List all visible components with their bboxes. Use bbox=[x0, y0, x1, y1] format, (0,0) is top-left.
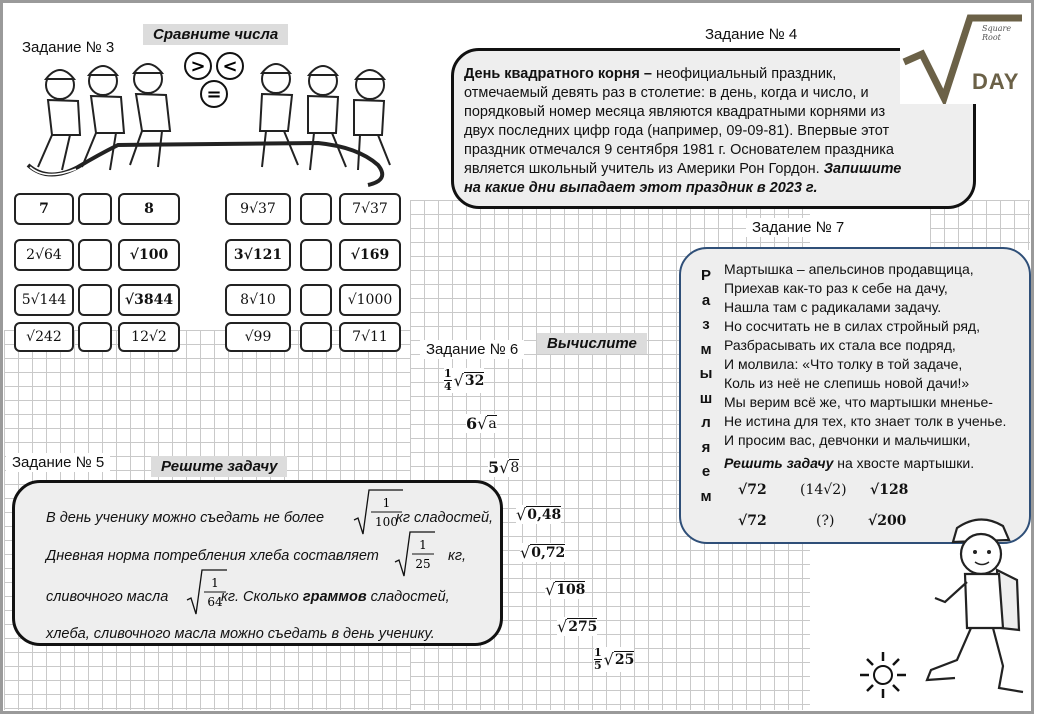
task5-line3-pre: кг. Сколько bbox=[221, 589, 303, 605]
vertical-letter: л bbox=[701, 414, 711, 431]
radicand: 0,48 bbox=[527, 507, 562, 523]
task7-r2-b: (?) bbox=[816, 513, 835, 529]
number-box: 3√121 bbox=[225, 239, 291, 271]
task6-label: Задание № 6 bbox=[420, 340, 524, 359]
number-box: √100 bbox=[118, 239, 180, 271]
poem-line: Но сосчитать не в силах стройный ряд, bbox=[724, 318, 980, 334]
task6-expression bbox=[444, 368, 484, 393]
task6-expression bbox=[520, 543, 565, 562]
number-box: 5√144 bbox=[14, 284, 74, 316]
frac-num: 1 bbox=[211, 576, 219, 590]
task7-row-1 bbox=[738, 482, 938, 504]
poem-line: Нашла там с радикалами задачу. bbox=[724, 299, 942, 315]
vertical-letter: ы bbox=[699, 365, 713, 382]
task5-line3-bold: граммов bbox=[302, 589, 367, 605]
answer-box[interactable] bbox=[78, 284, 112, 316]
task5-label: Задание № 5 bbox=[6, 453, 110, 472]
task7-label: Задание № 7 bbox=[746, 218, 850, 237]
sun-icon bbox=[858, 650, 908, 700]
radicand: 8 bbox=[510, 460, 520, 476]
radical-sign: √ bbox=[477, 414, 488, 433]
radicand: a bbox=[488, 416, 497, 432]
number-box: √242 bbox=[14, 322, 74, 352]
number-box: √1000 bbox=[339, 284, 401, 316]
radical-icon bbox=[393, 530, 437, 580]
task5-line1-b: кг сладостей, bbox=[396, 510, 494, 526]
radical-sign: √ bbox=[545, 580, 556, 599]
square-root-day-logo bbox=[900, 14, 1025, 104]
coef: 6 bbox=[466, 414, 478, 433]
task6-expression bbox=[557, 617, 597, 636]
number-box: 7√37 bbox=[339, 193, 401, 225]
vertical-word bbox=[696, 267, 716, 512]
task5-line3-post: сладостей, bbox=[366, 589, 450, 605]
radicand: 25 bbox=[614, 652, 635, 668]
number-box: 7 bbox=[14, 193, 74, 225]
sign-equal: = bbox=[206, 84, 222, 105]
radical-sign: √ bbox=[516, 505, 527, 524]
number-box: 8√10 bbox=[225, 284, 291, 316]
answer-box[interactable] bbox=[78, 322, 112, 352]
poem-line: Разбрасывать их стала все подряд, bbox=[724, 337, 956, 353]
frac-den: 64 bbox=[207, 595, 223, 609]
answer-box[interactable] bbox=[78, 193, 112, 225]
poem-line: Мы верим всё же, что мартышки мненье- bbox=[724, 394, 993, 410]
poem-line: И просим вас, девчонки и мальчишки, bbox=[724, 432, 971, 448]
number-box: √169 bbox=[339, 239, 401, 271]
number-box: 12√2 bbox=[118, 322, 180, 352]
task7-r1-a: √72 bbox=[738, 482, 767, 498]
task7-last-bold: Решить задачу bbox=[724, 455, 834, 471]
task7-r2-c: √200 bbox=[868, 513, 907, 529]
task6-expression bbox=[488, 458, 519, 477]
coef-den: 4 bbox=[444, 380, 452, 393]
coef-num: 1 bbox=[594, 646, 602, 659]
task4-body: неофициальный праздник, отмечаемый девять раз в столетие: в день, когда и число, и порядковый номер месяца являются квадратными корнями из двух последних цифр года (например, 09-09-81). Впервые этот праздник отмечался 9 сентября 1981 г. Основателем праздника является школьный учитель из Америки Рон Гордон. bbox=[464, 66, 895, 177]
task4-question: Запишите на какие дни выпадает этот праздник в 2023 г. bbox=[464, 161, 902, 196]
answer-box[interactable] bbox=[300, 322, 332, 352]
radicand: 0,72 bbox=[531, 545, 566, 561]
task6-expression bbox=[545, 580, 585, 599]
radicand: 32 bbox=[464, 373, 485, 389]
task5-line4: хлеба, сливочного масла можно съедать в день ученику. bbox=[46, 626, 435, 642]
task5-line2-b: кг, bbox=[448, 548, 467, 564]
task6-expression bbox=[516, 505, 561, 524]
task4-bold-lead: День квадратного корня – bbox=[464, 66, 652, 82]
radicand: 108 bbox=[556, 582, 586, 598]
coef-fraction bbox=[444, 368, 452, 393]
poem-line: Не истина для тех, кто знает толк в ученье. bbox=[724, 413, 1007, 429]
coef: 5 bbox=[488, 458, 500, 477]
sign-greater: > bbox=[190, 56, 206, 77]
boy-illustration bbox=[905, 510, 1030, 700]
frac-den: 100 bbox=[375, 515, 398, 529]
vertical-letter: м bbox=[700, 340, 712, 358]
vertical-letter: е bbox=[701, 463, 711, 480]
answer-box[interactable] bbox=[300, 193, 332, 225]
task7-r1-b: (14√2) bbox=[800, 482, 847, 498]
task7-last-line bbox=[724, 454, 974, 473]
task6-header: Вычислите bbox=[537, 333, 647, 354]
radical-sign: √ bbox=[520, 543, 531, 562]
task5-frac-25 bbox=[393, 530, 437, 585]
task4-panel bbox=[451, 48, 976, 209]
vertical-letter: ш bbox=[699, 389, 713, 407]
number-box: 8 bbox=[118, 193, 180, 225]
number-box: 2√64 bbox=[14, 239, 74, 271]
tug-of-war-illustration bbox=[18, 55, 408, 190]
vertical-letter: з bbox=[702, 316, 710, 333]
task7-poem bbox=[724, 260, 1006, 450]
task5-line2-a: Дневная норма потребления хлеба составляет bbox=[46, 548, 379, 564]
task6-expression bbox=[594, 647, 634, 672]
coef-num: 1 bbox=[444, 367, 452, 380]
answer-box[interactable] bbox=[300, 284, 332, 316]
number-box: √3844 bbox=[118, 284, 180, 316]
poem-line: Приехав как-то раз к себе на дачу, bbox=[724, 280, 948, 296]
logo-small-text: Square Root bbox=[982, 24, 1012, 42]
poem-line: И молвила: «Что толку в той задаче, bbox=[724, 356, 963, 372]
poem-line: Мартышка – апельсинов продавщица, bbox=[724, 261, 974, 277]
radical-sign: √ bbox=[557, 617, 568, 636]
coef-fraction bbox=[594, 647, 602, 672]
number-box: 7√11 bbox=[339, 322, 401, 352]
task7-r2-a: √72 bbox=[738, 513, 767, 529]
frac-num: 1 bbox=[419, 538, 427, 552]
vertical-letter: я bbox=[701, 438, 711, 456]
task4-label: Задание № 4 bbox=[699, 25, 803, 44]
vertical-letter: м bbox=[700, 487, 712, 505]
task5-line1-a: В день ученику можно съедать не более bbox=[46, 510, 325, 526]
vertical-letter: Р bbox=[700, 267, 711, 284]
frac-num: 1 bbox=[382, 496, 391, 510]
task7-r1-c: √128 bbox=[870, 482, 909, 498]
radical-sign: √ bbox=[603, 650, 614, 669]
vertical-letter: а bbox=[701, 291, 711, 309]
frac-den: 25 bbox=[415, 557, 431, 571]
task5-line3-b bbox=[221, 589, 450, 605]
logo-big-text: DAY bbox=[972, 69, 1020, 94]
radical-sign: √ bbox=[499, 458, 510, 477]
task4-text bbox=[464, 65, 909, 198]
task6-expression bbox=[466, 414, 497, 433]
task7-last-rest: на хвосте мартышки. bbox=[833, 455, 975, 471]
sign-less: < bbox=[222, 56, 238, 77]
number-box: 9√37 bbox=[225, 193, 291, 225]
radicand: 275 bbox=[568, 619, 598, 635]
task3-header: Сравните числа bbox=[143, 24, 288, 45]
answer-box[interactable] bbox=[300, 239, 332, 271]
coef-den: 5 bbox=[594, 659, 602, 672]
task5-line3-a: сливочного масла bbox=[46, 589, 169, 605]
answer-box[interactable] bbox=[78, 239, 112, 271]
task3-label: Задание № 3 bbox=[16, 38, 120, 57]
number-box: √99 bbox=[225, 322, 291, 352]
radical-sign: √ bbox=[453, 371, 464, 390]
task5-header: Решите задачу bbox=[151, 456, 287, 477]
poem-line: Коль из неё не слепишь новой дачи!» bbox=[724, 375, 970, 391]
